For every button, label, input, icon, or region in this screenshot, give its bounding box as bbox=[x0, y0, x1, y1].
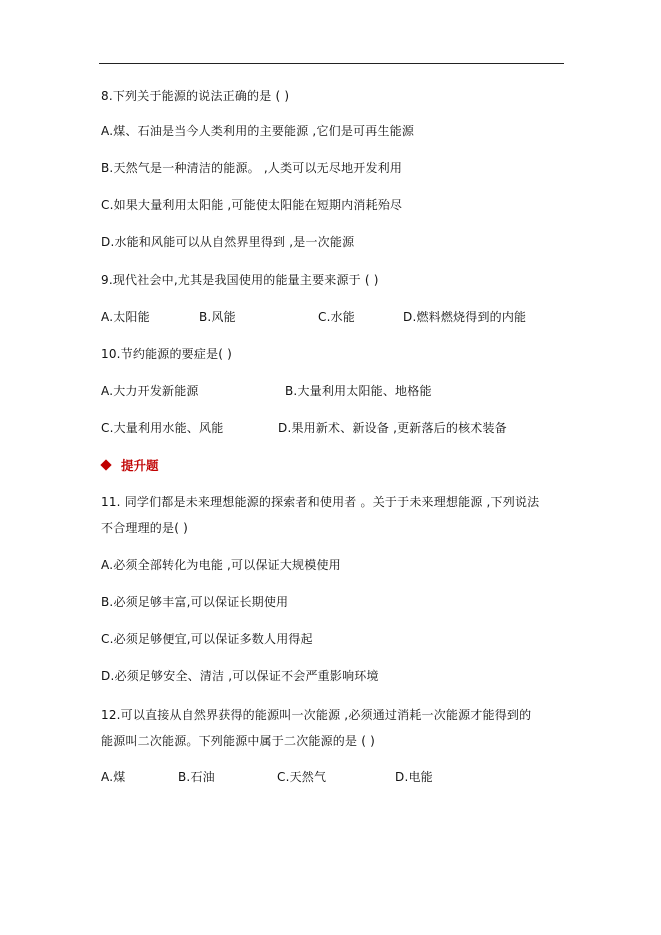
q9-option-a: A.太阳能 bbox=[101, 310, 150, 324]
q9-option-c: C.水能 bbox=[318, 310, 355, 324]
q12-stem-line1: 12.可以直接从自然界获得的能源叫一次能源 ,必须通过消耗一次能源才能得到的 bbox=[101, 708, 532, 722]
q10-option-a: A.大力开发新能源 bbox=[101, 384, 199, 398]
q10-option-d: D.果用新术、新设备 ,更新落后的核术装备 bbox=[278, 421, 507, 435]
q9-option-d: D.燃料燃烧得到的内能 bbox=[403, 310, 527, 324]
section-heading bbox=[101, 458, 159, 474]
q12-option-b: B.石油 bbox=[178, 770, 215, 784]
q10-stem: 10.节约能源的要症是( ) bbox=[101, 347, 233, 361]
diamond-bullet-icon bbox=[100, 459, 111, 470]
q8-option-c: C.如果大量利用太阳能 ,可能使太阳能在短期内消耗殆尽 bbox=[101, 198, 403, 212]
q10-option-c: C.大量利用水能、风能 bbox=[101, 421, 224, 435]
q11-stem-line2: 不合理理的是( ) bbox=[101, 521, 188, 535]
q10-option-b: B.大量利用太阳能、地格能 bbox=[285, 384, 432, 398]
q12-stem-line2: 能源叫二次能源。下列能源中属于二次能源的是 ( ) bbox=[101, 734, 375, 748]
q8-stem: 8.下列关于能源的说法正确的是 ( ) bbox=[101, 89, 290, 103]
header-rule bbox=[99, 63, 564, 64]
q8-option-d: D.水能和风能可以从自然界里得到 ,是一次能源 bbox=[101, 235, 355, 249]
q9-option-b: B.风能 bbox=[199, 310, 236, 324]
q12-option-a: A.煤 bbox=[101, 770, 126, 784]
q9-stem: 9.现代社会中,尤其是我国使用的能量主要来源于 ( ) bbox=[101, 273, 379, 287]
q8-option-b: B.天然气是一种清洁的能源。 ,人类可以无尽地开发利用 bbox=[101, 161, 403, 175]
q11-option-a: A.必须全部转化为电能 ,可以保证大规模使用 bbox=[101, 558, 341, 572]
q11-option-c: C.必须足够便宜,可以保证多数人用得起 bbox=[101, 632, 313, 646]
section-title: 提升题 bbox=[121, 458, 159, 473]
q11-stem-line1: 11. 同学们都是未来理想能源的探索者和使用者 。关于于未来理想能源 ,下列说法 bbox=[101, 495, 540, 509]
q12-option-c: C.天然气 bbox=[277, 770, 327, 784]
q11-option-d: D.必须足够安全、清洁 ,可以保证不会严重影响环境 bbox=[101, 669, 379, 683]
q12-option-d: D.电能 bbox=[395, 770, 433, 784]
q11-option-b: B.必须足够丰富,可以保证长期使用 bbox=[101, 595, 289, 609]
q8-option-a: A.煤、石油是当今人类利用的主要能源 ,它们是可再生能源 bbox=[101, 124, 415, 138]
